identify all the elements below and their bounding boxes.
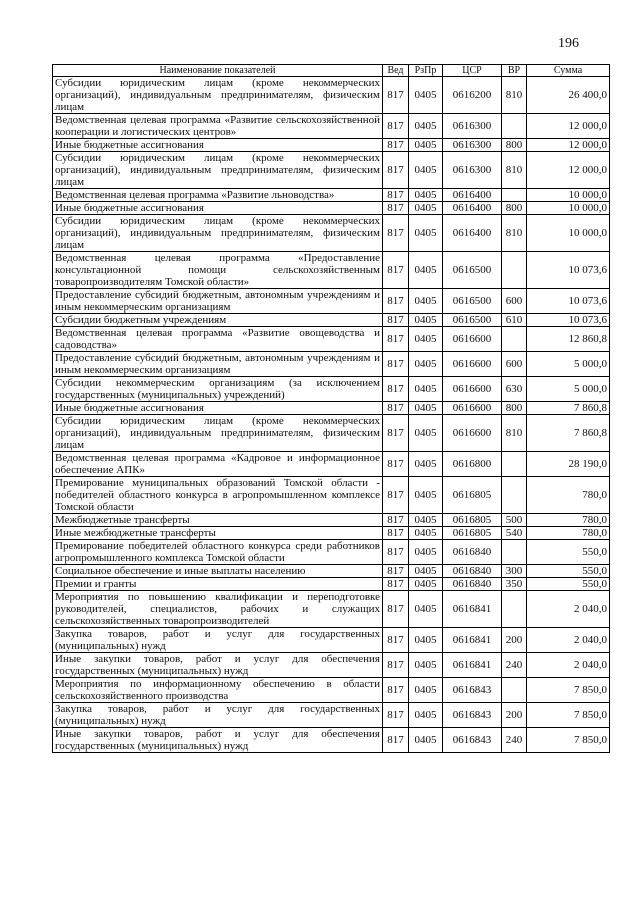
cell-ved: 817 bbox=[383, 477, 409, 514]
cell-vr: 350 bbox=[502, 578, 527, 591]
cell-sum: 28 190,0 bbox=[527, 452, 610, 477]
cell-ved: 817 bbox=[383, 252, 409, 289]
cell-vr: 800 bbox=[502, 202, 527, 215]
page-number: 196 bbox=[558, 36, 579, 51]
cell-ved: 817 bbox=[383, 189, 409, 202]
cell-ved: 817 bbox=[383, 327, 409, 352]
cell-name: Ведомственная целевая программа «Кадровое и информационное обеспечение АПК» bbox=[53, 452, 383, 477]
cell-sum: 12 000,0 bbox=[527, 114, 610, 139]
table-row bbox=[53, 728, 610, 753]
table-row bbox=[53, 114, 610, 139]
cell-ved: 817 bbox=[383, 728, 409, 753]
cell-name: Мероприятия по повышению квалификации и переподготовке руководителей, специалистов, рабочих и служащих сельскохозяйственных товаропроизводителей bbox=[53, 591, 383, 628]
cell-ved: 817 bbox=[383, 314, 409, 327]
cell-sum: 7 860,8 bbox=[527, 415, 610, 452]
table-row bbox=[53, 327, 610, 352]
cell-sum: 2 040,0 bbox=[527, 628, 610, 653]
cell-rzpr: 0405 bbox=[409, 527, 443, 540]
cell-vr bbox=[502, 252, 527, 289]
table-row bbox=[53, 540, 610, 565]
table-header-row bbox=[53, 65, 610, 77]
table-row bbox=[53, 152, 610, 189]
cell-vr: 800 bbox=[502, 139, 527, 152]
cell-ved: 817 bbox=[383, 215, 409, 252]
cell-sum: 10 073,6 bbox=[527, 314, 610, 327]
cell-name: Иные бюджетные ассигнования bbox=[53, 402, 383, 415]
cell-rzpr: 0405 bbox=[409, 352, 443, 377]
cell-rzpr: 0405 bbox=[409, 402, 443, 415]
cell-csr: 0616843 bbox=[443, 678, 502, 703]
table-row bbox=[53, 527, 610, 540]
cell-vr bbox=[502, 327, 527, 352]
cell-rzpr: 0405 bbox=[409, 578, 443, 591]
cell-ved: 817 bbox=[383, 352, 409, 377]
cell-name: Ведомственная целевая программа «Развитие овощеводства и садоводства» bbox=[53, 327, 383, 352]
cell-rzpr: 0405 bbox=[409, 289, 443, 314]
cell-csr: 0616600 bbox=[443, 377, 502, 402]
table-row bbox=[53, 653, 610, 678]
cell-vr: 500 bbox=[502, 514, 527, 527]
cell-name: Закупка товаров, работ и услуг для государственных (муниципальных) нужд bbox=[53, 703, 383, 728]
header-vr: ВР bbox=[502, 65, 527, 77]
cell-csr: 0616400 bbox=[443, 215, 502, 252]
cell-vr bbox=[502, 477, 527, 514]
cell-rzpr: 0405 bbox=[409, 415, 443, 452]
cell-csr: 0616840 bbox=[443, 565, 502, 578]
header-ved: Вед bbox=[383, 65, 409, 77]
table-row bbox=[53, 352, 610, 377]
cell-name: Субсидии юридическим лицам (кроме некоммерческих организаций), индивидуальным предпринимателям, физическим лицам bbox=[53, 77, 383, 114]
cell-sum: 550,0 bbox=[527, 565, 610, 578]
table-row bbox=[53, 289, 610, 314]
cell-csr: 0616843 bbox=[443, 703, 502, 728]
cell-csr: 0616840 bbox=[443, 540, 502, 565]
cell-rzpr: 0405 bbox=[409, 77, 443, 114]
table-row bbox=[53, 628, 610, 653]
cell-name: Ведомственная целевая программа «Предоставление консультационной помощи сельскохозяйственным товаропроизводителям Томской области» bbox=[53, 252, 383, 289]
cell-csr: 0616200 bbox=[443, 77, 502, 114]
cell-rzpr: 0405 bbox=[409, 514, 443, 527]
cell-name: Субсидии некоммерческим организациям (за исключением государственных (муниципальных) учреждений) bbox=[53, 377, 383, 402]
cell-sum: 26 400,0 bbox=[527, 77, 610, 114]
table-row bbox=[53, 477, 610, 514]
cell-rzpr: 0405 bbox=[409, 565, 443, 578]
table-row bbox=[53, 678, 610, 703]
cell-name: Предоставление субсидий бюджетным, автономным учреждениям и иным некоммерческим организациям bbox=[53, 289, 383, 314]
cell-sum: 5 000,0 bbox=[527, 352, 610, 377]
cell-csr: 0616805 bbox=[443, 514, 502, 527]
cell-rzpr: 0405 bbox=[409, 678, 443, 703]
cell-sum: 12 000,0 bbox=[527, 152, 610, 189]
cell-name: Субсидии юридическим лицам (кроме некоммерческих организаций), индивидуальным предпринимателям, физическим лицам bbox=[53, 415, 383, 452]
cell-csr: 0616400 bbox=[443, 202, 502, 215]
cell-sum: 7 850,0 bbox=[527, 678, 610, 703]
cell-csr: 0616500 bbox=[443, 314, 502, 327]
cell-ved: 817 bbox=[383, 114, 409, 139]
cell-vr bbox=[502, 114, 527, 139]
cell-vr: 810 bbox=[502, 415, 527, 452]
cell-name: Иные закупки товаров, работ и услуг для обеспечения государственных (муниципальных) нужд bbox=[53, 653, 383, 678]
table-row bbox=[53, 377, 610, 402]
cell-name: Субсидии юридическим лицам (кроме некоммерческих организаций), индивидуальным предпринимателям, физическим лицам bbox=[53, 215, 383, 252]
table-row bbox=[53, 703, 610, 728]
cell-sum: 12 860,8 bbox=[527, 327, 610, 352]
cell-rzpr: 0405 bbox=[409, 477, 443, 514]
cell-vr bbox=[502, 189, 527, 202]
cell-ved: 817 bbox=[383, 139, 409, 152]
cell-rzpr: 0405 bbox=[409, 628, 443, 653]
cell-csr: 0616600 bbox=[443, 352, 502, 377]
cell-name: Субсидии бюджетным учреждениям bbox=[53, 314, 383, 327]
table-row bbox=[53, 314, 610, 327]
cell-rzpr: 0405 bbox=[409, 139, 443, 152]
cell-sum: 2 040,0 bbox=[527, 591, 610, 628]
cell-csr: 0616300 bbox=[443, 114, 502, 139]
cell-csr: 0616805 bbox=[443, 477, 502, 514]
cell-name: Закупка товаров, работ и услуг для государственных (муниципальных) нужд bbox=[53, 628, 383, 653]
cell-sum: 10 073,6 bbox=[527, 252, 610, 289]
cell-sum: 550,0 bbox=[527, 578, 610, 591]
cell-name: Премии и гранты bbox=[53, 578, 383, 591]
header-csr: ЦСР bbox=[443, 65, 502, 77]
cell-rzpr: 0405 bbox=[409, 152, 443, 189]
cell-vr: 540 bbox=[502, 527, 527, 540]
cell-sum: 12 000,0 bbox=[527, 139, 610, 152]
cell-rzpr: 0405 bbox=[409, 540, 443, 565]
cell-csr: 0616841 bbox=[443, 591, 502, 628]
cell-ved: 817 bbox=[383, 289, 409, 314]
header-sum: Сумма bbox=[527, 65, 610, 77]
table-row bbox=[53, 591, 610, 628]
cell-ved: 817 bbox=[383, 152, 409, 189]
cell-sum: 550,0 bbox=[527, 540, 610, 565]
cell-name: Ведомственная целевая программа «Развитие льноводства» bbox=[53, 189, 383, 202]
table-row bbox=[53, 578, 610, 591]
cell-name: Иные закупки товаров, работ и услуг для обеспечения государственных (муниципальных) нужд bbox=[53, 728, 383, 753]
cell-ved: 817 bbox=[383, 678, 409, 703]
cell-sum: 7 860,8 bbox=[527, 402, 610, 415]
cell-vr: 810 bbox=[502, 215, 527, 252]
cell-ved: 817 bbox=[383, 202, 409, 215]
cell-ved: 817 bbox=[383, 703, 409, 728]
cell-rzpr: 0405 bbox=[409, 215, 443, 252]
cell-name: Иные бюджетные ассигнования bbox=[53, 139, 383, 152]
cell-vr: 240 bbox=[502, 728, 527, 753]
cell-name: Премирование победителей областного конкурса среди работников агропромышленного комплекса Томской области bbox=[53, 540, 383, 565]
cell-rzpr: 0405 bbox=[409, 452, 443, 477]
header-rzpr: РзПр bbox=[409, 65, 443, 77]
cell-ved: 817 bbox=[383, 628, 409, 653]
cell-rzpr: 0405 bbox=[409, 189, 443, 202]
cell-sum: 7 850,0 bbox=[527, 728, 610, 753]
cell-csr: 0616840 bbox=[443, 578, 502, 591]
cell-ved: 817 bbox=[383, 77, 409, 114]
table-row bbox=[53, 252, 610, 289]
cell-csr: 0616841 bbox=[443, 628, 502, 653]
cell-rzpr: 0405 bbox=[409, 252, 443, 289]
cell-csr: 0616843 bbox=[443, 728, 502, 753]
budget-table bbox=[52, 64, 610, 753]
header-name: Наименование показателей bbox=[53, 65, 383, 77]
cell-csr: 0616600 bbox=[443, 402, 502, 415]
cell-name: Социальное обеспечение и иные выплаты населению bbox=[53, 565, 383, 578]
cell-ved: 817 bbox=[383, 591, 409, 628]
cell-sum: 5 000,0 bbox=[527, 377, 610, 402]
cell-sum: 10 073,6 bbox=[527, 289, 610, 314]
cell-ved: 817 bbox=[383, 514, 409, 527]
cell-ved: 817 bbox=[383, 415, 409, 452]
cell-vr bbox=[502, 678, 527, 703]
table-row bbox=[53, 215, 610, 252]
cell-csr: 0616300 bbox=[443, 139, 502, 152]
cell-ved: 817 bbox=[383, 578, 409, 591]
cell-name: Иные межбюджетные трансферты bbox=[53, 527, 383, 540]
cell-vr: 810 bbox=[502, 77, 527, 114]
cell-vr bbox=[502, 452, 527, 477]
cell-rzpr: 0405 bbox=[409, 703, 443, 728]
cell-vr: 200 bbox=[502, 703, 527, 728]
cell-vr bbox=[502, 591, 527, 628]
cell-name: Премирование муниципальных образований Томской области - победителей областного конкурса в агропромышленном комплексе Томской области bbox=[53, 477, 383, 514]
cell-rzpr: 0405 bbox=[409, 377, 443, 402]
cell-csr: 0616400 bbox=[443, 189, 502, 202]
cell-rzpr: 0405 bbox=[409, 728, 443, 753]
cell-sum: 780,0 bbox=[527, 514, 610, 527]
table-row bbox=[53, 514, 610, 527]
cell-name: Ведомственная целевая программа «Развитие сельскохозяйственной кооперации и логистических центров» bbox=[53, 114, 383, 139]
cell-ved: 817 bbox=[383, 402, 409, 415]
cell-rzpr: 0405 bbox=[409, 114, 443, 139]
table-row bbox=[53, 202, 610, 215]
cell-sum: 7 850,0 bbox=[527, 703, 610, 728]
cell-csr: 0616805 bbox=[443, 527, 502, 540]
cell-rzpr: 0405 bbox=[409, 653, 443, 678]
cell-vr: 600 bbox=[502, 352, 527, 377]
cell-name: Иные бюджетные ассигнования bbox=[53, 202, 383, 215]
cell-sum: 10 000,0 bbox=[527, 202, 610, 215]
cell-rzpr: 0405 bbox=[409, 202, 443, 215]
cell-csr: 0616500 bbox=[443, 289, 502, 314]
cell-rzpr: 0405 bbox=[409, 314, 443, 327]
table-row bbox=[53, 452, 610, 477]
cell-vr: 630 bbox=[502, 377, 527, 402]
cell-rzpr: 0405 bbox=[409, 327, 443, 352]
cell-name: Предоставление субсидий бюджетным, автономным учреждениям и иным некоммерческим организациям bbox=[53, 352, 383, 377]
cell-ved: 817 bbox=[383, 540, 409, 565]
cell-ved: 817 bbox=[383, 527, 409, 540]
cell-name: Межбюджетные трансферты bbox=[53, 514, 383, 527]
cell-ved: 817 bbox=[383, 452, 409, 477]
cell-vr bbox=[502, 540, 527, 565]
cell-csr: 0616800 bbox=[443, 452, 502, 477]
cell-rzpr: 0405 bbox=[409, 591, 443, 628]
cell-csr: 0616500 bbox=[443, 252, 502, 289]
table-row bbox=[53, 139, 610, 152]
table-body bbox=[53, 77, 610, 753]
cell-vr: 810 bbox=[502, 152, 527, 189]
cell-ved: 817 bbox=[383, 565, 409, 578]
cell-vr: 200 bbox=[502, 628, 527, 653]
cell-vr: 800 bbox=[502, 402, 527, 415]
cell-vr: 600 bbox=[502, 289, 527, 314]
cell-ved: 817 bbox=[383, 653, 409, 678]
cell-vr: 610 bbox=[502, 314, 527, 327]
cell-csr: 0616300 bbox=[443, 152, 502, 189]
cell-name: Субсидии юридическим лицам (кроме некоммерческих организаций), индивидуальным предпринимателям, физическим лицам bbox=[53, 152, 383, 189]
cell-csr: 0616600 bbox=[443, 327, 502, 352]
cell-csr: 0616841 bbox=[443, 653, 502, 678]
cell-sum: 780,0 bbox=[527, 477, 610, 514]
cell-sum: 780,0 bbox=[527, 527, 610, 540]
cell-csr: 0616600 bbox=[443, 415, 502, 452]
cell-vr: 240 bbox=[502, 653, 527, 678]
cell-sum: 2 040,0 bbox=[527, 653, 610, 678]
table-row bbox=[53, 77, 610, 114]
table-row bbox=[53, 565, 610, 578]
cell-name: Мероприятия по информационному обеспечению в области сельскохозяйственного производства bbox=[53, 678, 383, 703]
cell-sum: 10 000,0 bbox=[527, 215, 610, 252]
table-row bbox=[53, 402, 610, 415]
cell-vr: 300 bbox=[502, 565, 527, 578]
table-row bbox=[53, 189, 610, 202]
cell-ved: 817 bbox=[383, 377, 409, 402]
cell-sum: 10 000,0 bbox=[527, 189, 610, 202]
table-row bbox=[53, 415, 610, 452]
